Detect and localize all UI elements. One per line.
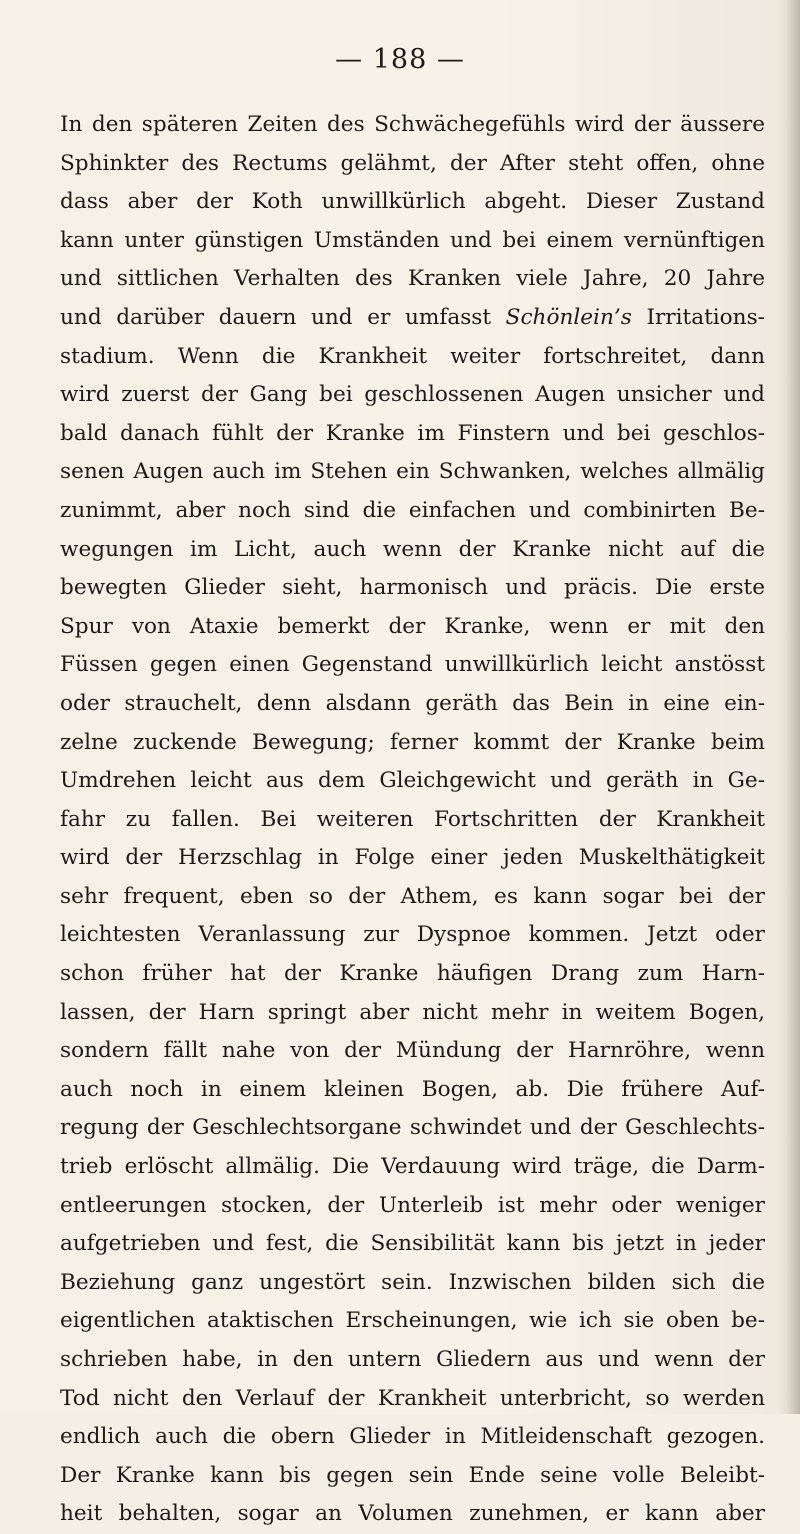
- body-text: [60, 106, 765, 1534]
- text-line: wegungen im Licht, auch wenn der Kranke nicht auf die: [60, 536, 765, 562]
- text-line: bewegten Glieder sieht, harmonisch und präcis. Die erste: [60, 575, 765, 601]
- text-line: wird der Herzschlag in Folge einer jeden Muskelthätigkeit: [60, 845, 765, 871]
- text-line: Sphinkter des Rectums gelähmt, der After steht offen, ohne: [60, 150, 765, 176]
- author-name-italic: Schönlein’s: [505, 304, 632, 330]
- text-line: trieb erlöscht allmälig. Die Verdauung wird träge, die Darm-: [60, 1154, 765, 1180]
- text-line-segment: und darüber dauern und er umfasst: [60, 304, 492, 330]
- page-number: — 188 —: [335, 44, 465, 75]
- text-line: Beziehung ganz ungestört sein. Inzwischen bilden sich die: [60, 1269, 765, 1295]
- text-line: heit behalten, sogar an Volumen zunehmen, er kann aber: [60, 1501, 765, 1527]
- text-line: stadium. Wenn die Krankheit weiter fortschreitet, dann: [60, 343, 765, 369]
- text-line: oder strauchelt, denn alsdann geräth das Bein in eine ein-: [60, 690, 765, 716]
- text-line: kann unter günstigen Umständen und bei einem vernünftigen: [60, 227, 765, 253]
- text-line: sehr frequent, eben so der Athem, es kann sogar bei der: [60, 883, 765, 909]
- text-line: sondern fällt nahe von der Mündung der Harnröhre, wenn: [60, 1038, 765, 1064]
- text-line: schon früher hat der Kranke häufigen Drang zum Harn-: [60, 961, 765, 987]
- text-line-with-name: [60, 299, 765, 338]
- text-line: lassen, der Harn springt aber nicht mehr in weitem Bogen,: [60, 999, 765, 1025]
- text-line: eigentlichen ataktischen Erscheinungen, wie ich sie oben be-: [60, 1308, 765, 1334]
- text-line: senen Augen auch im Stehen ein Schwanken, welches allmälig: [60, 459, 765, 485]
- text-line: dass aber der Koth unwillkürlich abgeht. Dieser Zustand: [60, 189, 765, 215]
- text-line: zelne zuckende Bewegung; ferner kommt der Kranke beim: [60, 729, 765, 755]
- text-line-segment: Irritations-: [646, 304, 765, 330]
- text-line: endlich auch die obern Glieder in Mitleidenschaft gezogen.: [60, 1424, 765, 1450]
- page-edge-shadow: [786, 0, 800, 1414]
- text-line: Umdrehen leicht aus dem Gleichgewicht und geräth in Ge-: [60, 768, 765, 794]
- text-line: In den späteren Zeiten des Schwächegefühls wird der äussere: [60, 112, 765, 137]
- text-line: bald danach fühlt der Kranke im Finstern und bei geschlos-: [60, 420, 765, 446]
- text-line: leichtesten Veranlassung zur Dyspnoe kommen. Jetzt oder: [60, 922, 765, 948]
- text-line: und sittlichen Verhalten des Kranken viele Jahre, 20 Jahre: [60, 266, 765, 292]
- text-line: fahr zu fallen. Bei weiteren Fortschritten der Krankheit: [60, 806, 765, 832]
- text-line: auch noch in einem kleinen Bogen, ab. Die frühere Auf-: [60, 1076, 765, 1102]
- text-line: zunimmt, aber noch sind die einfachen und combinirten Be-: [60, 497, 765, 523]
- text-line: Füssen gegen einen Gegenstand unwillkürlich leicht anstösst: [60, 652, 765, 678]
- text-line: Der Kranke kann bis gegen sein Ende seine volle Beleibt-: [60, 1462, 765, 1488]
- text-line: schrieben habe, in den untern Gliedern aus und wenn der: [60, 1347, 765, 1372]
- text-line: wird zuerst der Gang bei geschlossenen Augen unsicher und: [60, 382, 765, 408]
- text-line: Tod nicht den Verlauf der Krankheit unterbricht, so werden: [60, 1385, 765, 1411]
- text-line: aufgetrieben und fest, die Sensibilität kann bis jetzt in jeder: [60, 1231, 765, 1257]
- text-line: Spur von Ataxie bemerkt der Kranke, wenn er mit den: [60, 613, 765, 639]
- text-line: entleerungen stocken, der Unterleib ist mehr oder weniger: [60, 1192, 765, 1218]
- text-line: regung der Geschlechtsorgane schwindet und der Geschlechts-: [60, 1115, 765, 1141]
